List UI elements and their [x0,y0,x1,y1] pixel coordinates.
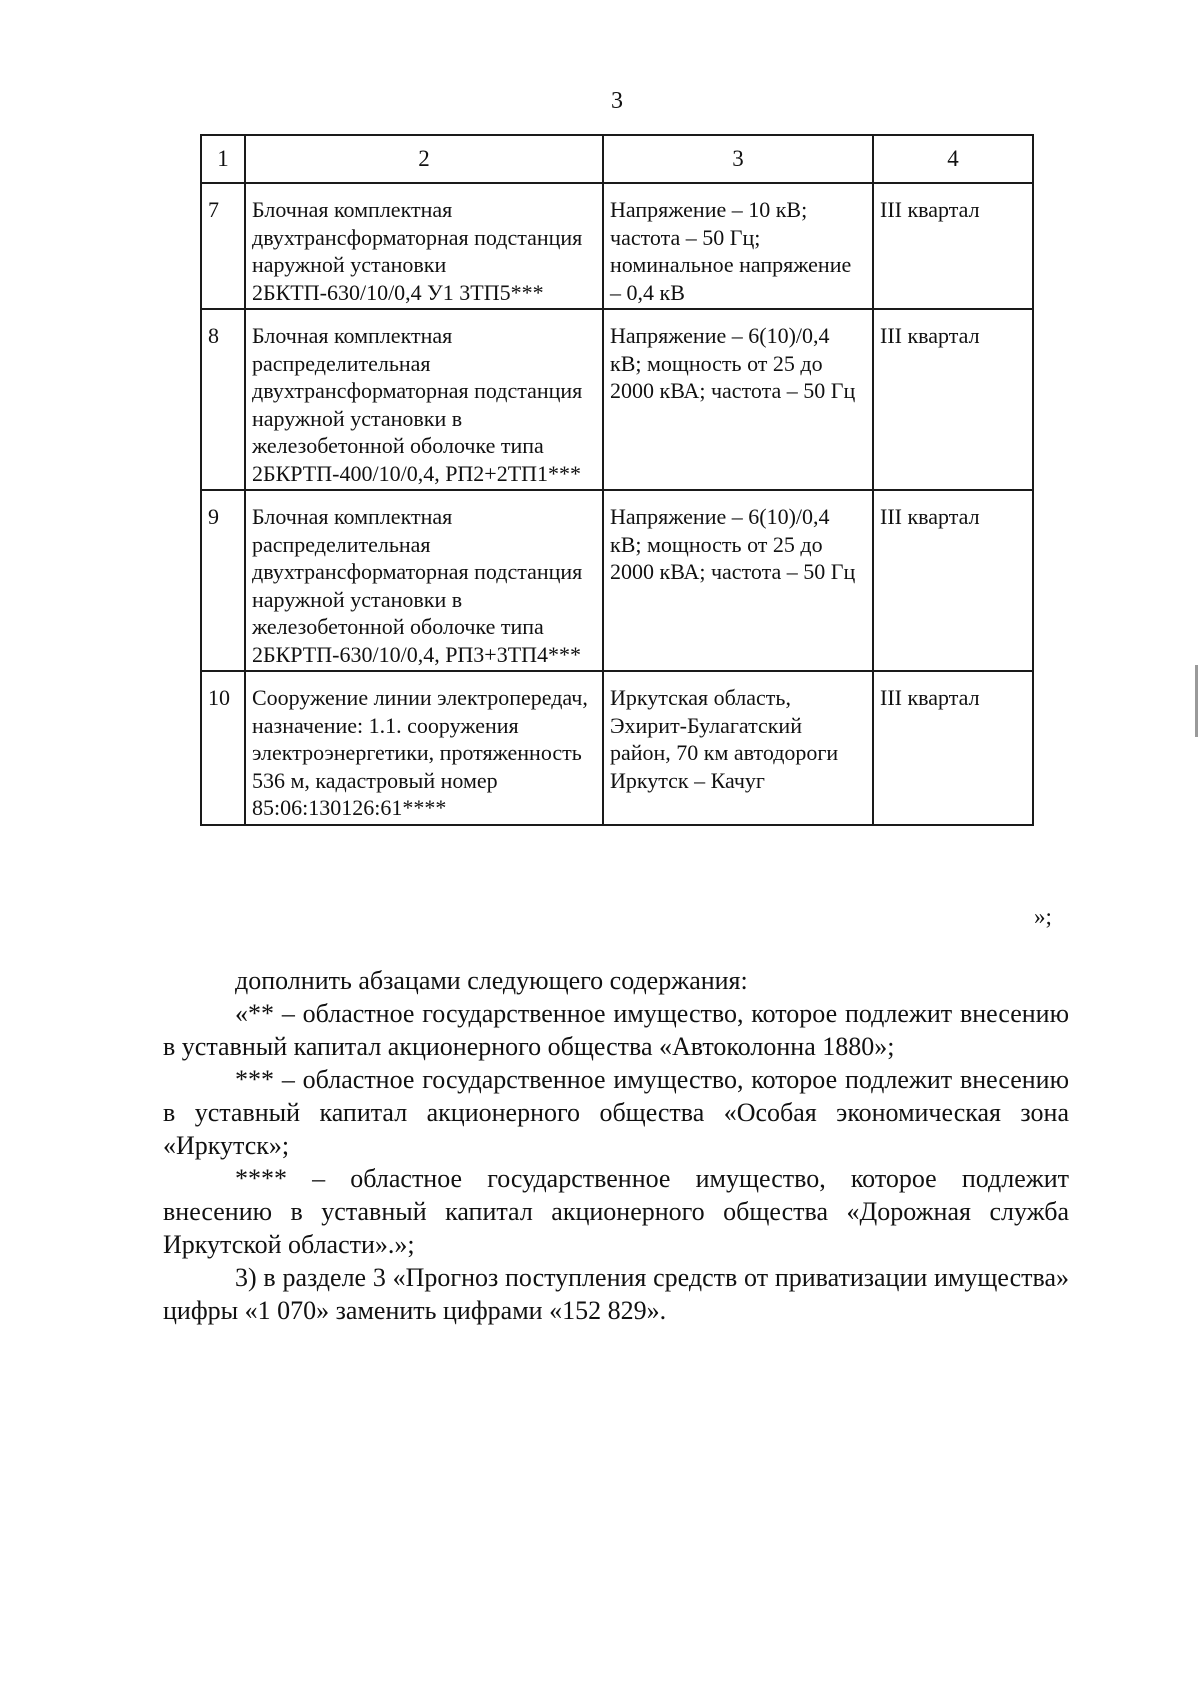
row-characteristics: Напряжение – 6(10)/0,4 кВ; мощность от 25 до 2000 кВА; частота – 50 Гц [603,490,873,671]
table-header-cell: 2 [245,135,603,183]
row-characteristics: Напряжение – 10 кВ; частота – 50 Гц; номинальное напряжение – 0,4 кВ [603,183,873,309]
table-header-row [201,135,1033,183]
row-number: 10 [201,671,245,825]
table-row [201,490,1033,671]
paragraph-section-3: 3) в разделе 3 «Прогноз поступления средств от приватизации имущества» цифры «1 070» заменить цифрами «152 829». [163,1263,1069,1325]
row-name: Блочная комплектная распределительная двухтрансформаторная подстанция наружной установки в железобетонной оболочке типа 2БКРТП-400/10/0,4, РП2+2ТП1*** [245,309,603,490]
row-number: 9 [201,490,245,671]
row-number: 7 [201,183,245,309]
property-table [200,134,1034,826]
row-period: III квартал [873,671,1033,825]
paragraph-intro: дополнить абзацами следующего содержания: [235,966,748,995]
row-characteristics: Иркутская область, Эхирит-Булагатский район, 70 км автодороги Иркутск – Качуг [603,671,873,825]
row-name: Блочная комплектная двухтрансформаторная подстанция наружной установки 2БКТП-630/10/0,4 У1 3ТП5*** [245,183,603,309]
row-number: 8 [201,309,245,490]
paragraph-footnote-2: «** – областное государственное имущество, которое подлежит внесению в уставный капитал акционерного общества «Автоколонна 1880»; [163,999,1069,1061]
table-header-cell: 3 [603,135,873,183]
row-name: Блочная комплектная распределительная двухтрансформаторная подстанция наружной установки в железобетонной оболочке типа 2БКРТП-630/10/0,4, РП3+3ТП4*** [245,490,603,671]
table-row [201,309,1033,490]
row-name: Сооружение линии электропередач, назначение: 1.1. сооружения электроэнергетики, протяженность 536 м, кадастровый номер 85:06:130126:61**** [245,671,603,825]
table-header-cell: 1 [201,135,245,183]
table-row [201,183,1033,309]
paragraph-footnote-4: **** – областное государственное имущество, которое подлежит внесению в уставный капитал акционерного общества «Дорожная служба Иркутской области».»; [163,1164,1069,1259]
row-period: III квартал [873,309,1033,490]
table-row [201,671,1033,825]
amendment-text [163,964,1069,1327]
row-period: III квартал [873,490,1033,671]
scan-edge-mark [1195,665,1198,737]
row-period: III квартал [873,183,1033,309]
paragraph-footnote-3: *** – областное государственное имущество, которое подлежит внесению в уставный капитал акционерного общества «Особая экономическая зона «Иркутск»; [163,1065,1069,1160]
closing-quote: »; [1034,904,1052,929]
page-number: 3 [611,88,623,114]
row-characteristics: Напряжение – 6(10)/0,4 кВ; мощность от 25 до 2000 кВА; частота – 50 Гц [603,309,873,490]
table-header-cell: 4 [873,135,1033,183]
